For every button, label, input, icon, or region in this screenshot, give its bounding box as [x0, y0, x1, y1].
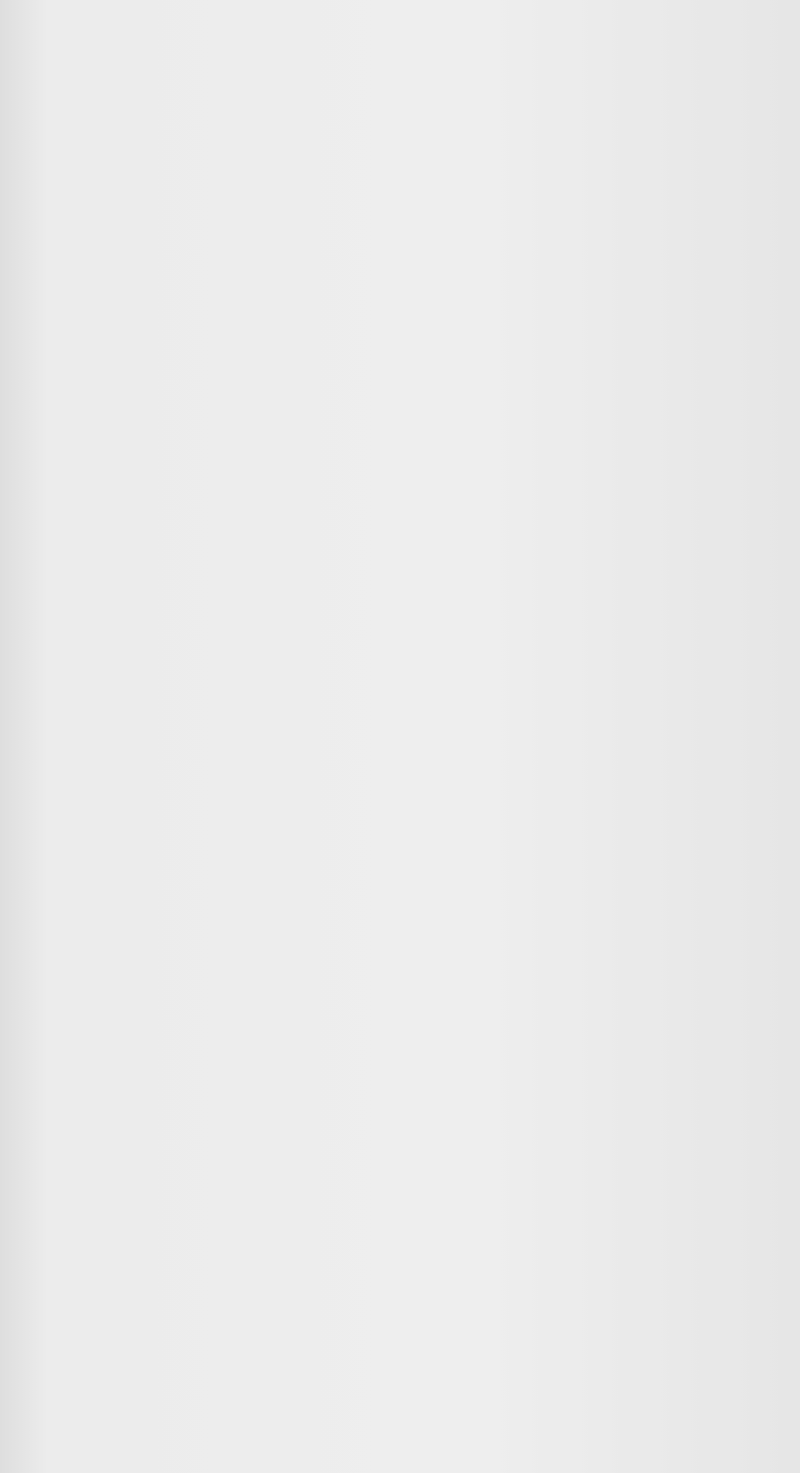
- page-header: [38, 52, 760, 92]
- page-body: [38, 94, 760, 100]
